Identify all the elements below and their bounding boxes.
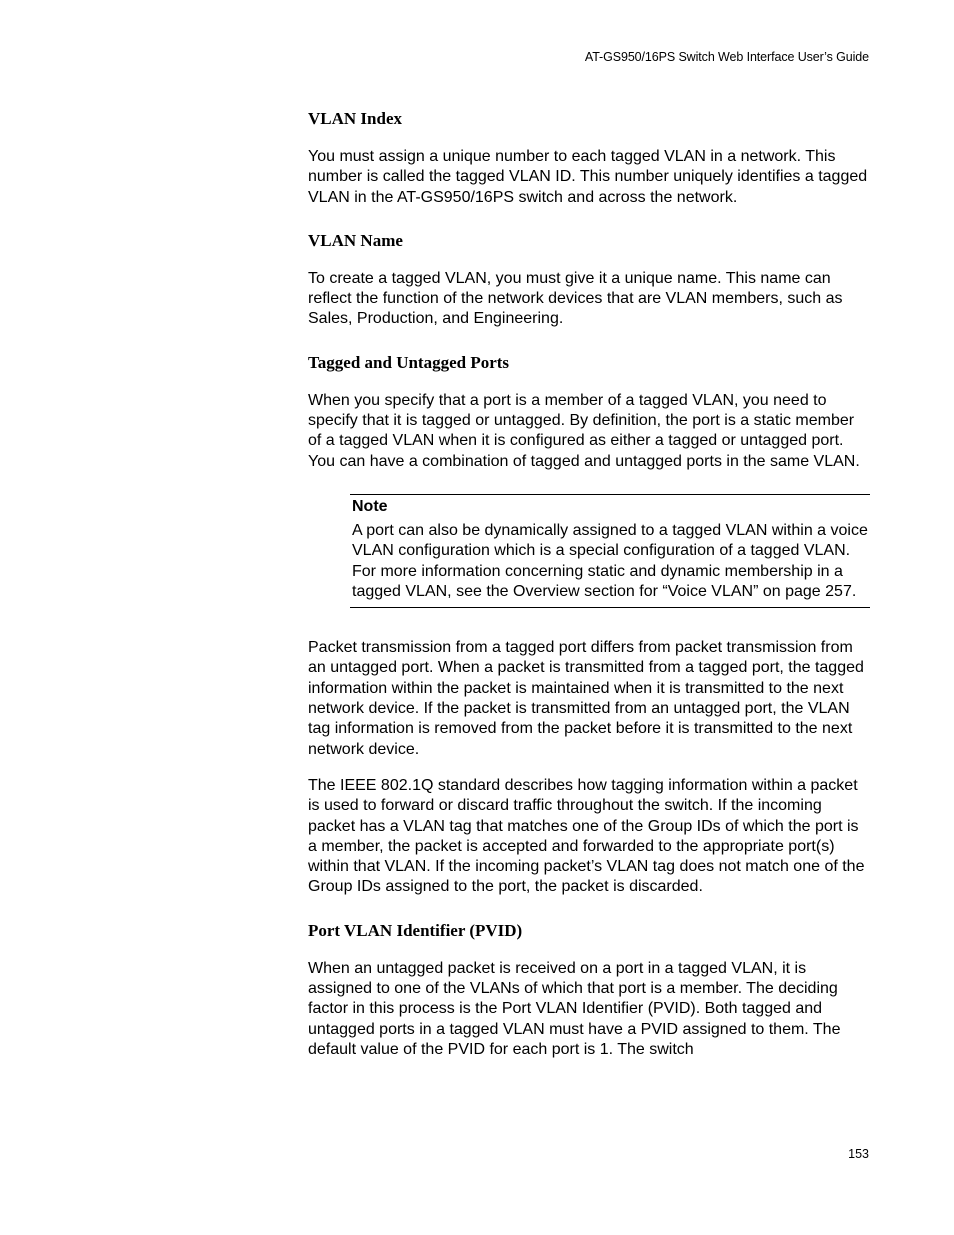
note-box: [350, 494, 870, 608]
page-content: [308, 108, 870, 1076]
heading-tagged-untagged-ports: Tagged and Untagged Ports: [308, 352, 510, 372]
heading-vlan-index: VLAN Index: [308, 109, 402, 128]
paragraph-tagged-untagged-3: The IEEE 802.1Q standard describes how tagging information within a packet is used to forward or discard traffic throughout the switch. If the incoming packet has a VLAN tag that matches one of the Group IDs of which the port is a member, the packet is accepted and forwarded to the appropriate port(s) within that VLAN. If the incoming packet’s VLAN tag does not match one of the Group IDs assigned to the port, the packet is discarded.: [308, 776, 865, 896]
running-header: AT-GS950/16PS Switch Web Interface User’s Guide: [584, 50, 869, 64]
heading-vlan-name: VLAN Name: [308, 230, 403, 250]
note-body: A port can also be dynamically assigned to a tagged VLAN within a voice VLAN configuration which is a special configuration of a tagged VLAN. For more information concerning static and dynamic membership in a tagged VLAN, see the Overview section for “Voice VLAN” on page 257.: [352, 521, 868, 600]
paragraph-pvid: When an untagged packet is received on a port in a tagged VLAN, it is assigned to one of the VLANs of which that port is a member. The deciding factor in this process is the Port VLAN Identifier (PVID). Both tagged and untagged ports in a tagged VLAN must have a PVID assigned to them. The default value of the PVID for each port is 1. The switch: [308, 959, 841, 1058]
paragraph-vlan-index: You must assign a unique number to each tagged VLAN in a network. This number is called the tagged VLAN ID. This number uniquely identifies a tagged VLAN in the AT-GS950/16PS switch and across the network.: [308, 148, 868, 206]
heading-pvid: Port VLAN Identifier (PVID): [308, 920, 523, 940]
paragraph-tagged-untagged-2: Packet transmission from a tagged port differs from packet transmission from an untagged port. When a packet is transmitted from a tagged port, the tagged information within the packet is maintained when it is transmitted to the next network device. If the packet is transmitted from an untagged port, the VLAN tag information is removed from the packet before it is transmitted to the next network device.: [308, 639, 864, 758]
page-number: 153: [848, 1147, 869, 1161]
paragraph-vlan-name: To create a tagged VLAN, you must give it a unique name. This name can reflect the function of the network devices that are VLAN members, such as Sales, Production, and Engineering.: [308, 269, 843, 328]
note-title: Note: [352, 497, 388, 515]
paragraph-tagged-untagged-1: When you specify that a port is a member of a tagged VLAN, you need to specify that it is tagged or untagged. By definition, the port is a static member of a tagged VLAN when it is configured as either a tagged or untagged port. You can have a combination of tagged and untagged ports in the same VLAN.: [308, 391, 860, 470]
